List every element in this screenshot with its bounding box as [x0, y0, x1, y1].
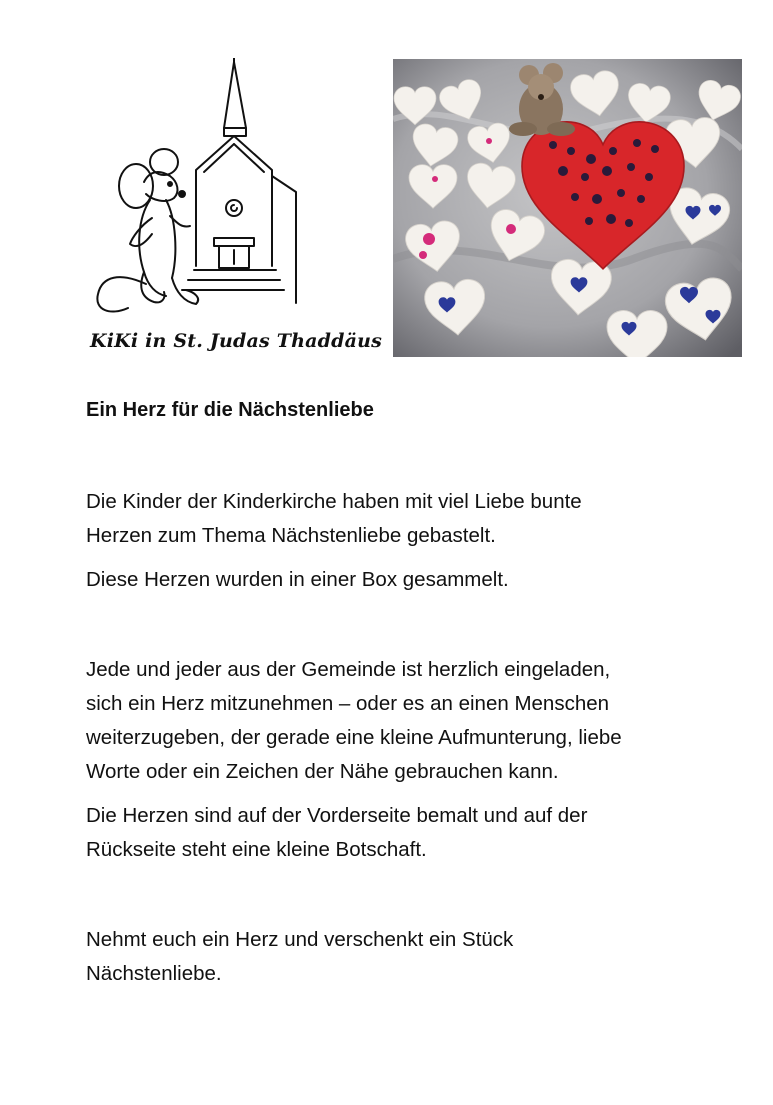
paragraph-line: Herzen zum Thema Nächstenliebe gebastelt.	[86, 524, 496, 547]
paragraph-line: weiterzugeben, der gerade eine kleine Aufmunterung, liebe	[86, 726, 622, 749]
paragraph-line: Die Herzen sind auf der Vorderseite bemalt und auf der	[86, 804, 588, 827]
paragraph-closing	[86, 923, 706, 991]
paragraph-line: sich ein Herz mitzunehmen – oder es an einen Menschen	[86, 692, 610, 715]
paragraph-line: Worte oder ein Zeichen der Nähe gebrauchen kann.	[86, 760, 559, 783]
paragraph-line: Nächstenliebe.	[86, 962, 222, 985]
paragraph-box	[86, 563, 706, 597]
kiki-logo	[86, 58, 383, 363]
logo-caption: KiKi in St. Judas Thaddäus	[90, 330, 383, 352]
paragraph-description	[86, 799, 706, 867]
paragraph-line: Rückseite steht eine kleine Botschaft.	[86, 838, 427, 861]
church-mouse-illustration	[86, 58, 352, 328]
paragraph-line: Diese Herzen wurden in einer Box gesammelt.	[86, 568, 509, 591]
paragraph-line: Nehmt euch ein Herz und verschenkt ein Stück	[86, 928, 514, 951]
page-title: Ein Herz für die Nächstenliebe	[86, 399, 374, 421]
paragraph-line: Jede und jeder aus der Gemeinde ist herzlich eingeladen,	[86, 658, 611, 681]
hearts-photo-graphic	[393, 59, 742, 357]
paragraph-invitation	[86, 653, 706, 789]
paragraph-intro	[86, 485, 706, 553]
hearts-photo	[393, 59, 742, 357]
paragraph-line: Die Kinder der Kinderkirche haben mit viel Liebe bunte	[86, 490, 582, 513]
